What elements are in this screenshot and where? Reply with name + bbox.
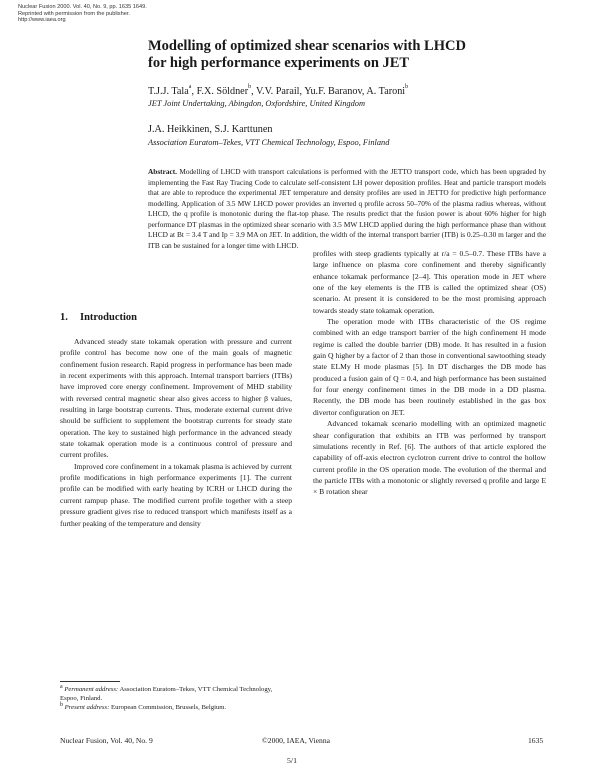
intro-paragraph-2: Improved core confinement in a tokamak plasma is achieved by current profile modifications in high performance experiments [1]. The current profile can be modified with early heating by ICRH or LHCD during the current rampup phase. The modified current profile together with a steep pressure gradient gives rise to reduced transport which manifests itself as a further peaking of the temperature and density — [60, 461, 292, 528]
abstract-label: Abstract. — [148, 167, 177, 176]
footer-journal: Nuclear Fusion, Vol. 40, No. 9 — [60, 736, 153, 745]
reprint-header — [18, 4, 147, 24]
affiliation-mark-b: b — [248, 84, 252, 90]
authors-rest: , V.V. Parail, Yu.F. Baranov, A. Taroni — [251, 86, 406, 97]
footnotes — [60, 685, 292, 712]
footnote-b-mark: b — [60, 702, 63, 708]
right-column — [313, 248, 546, 498]
intro-paragraph-4: The operation mode with ITBs characteristic of the OS regime combined with an edge transport barrier of the high confinement H mode regime is called the double barrier (DB) mode. It has resulted in a fusion gain Q higher by a factor of 2 than those in conventional sawtoothing steady state ELMy H mode plasmas [5]. In DT discharges the DB mode has produced a fusion gain of Q = 0.4, and high performance has been sustained for four energy confinement times in the DB mode in a DD plasma. Recently, the DB mode has been routinely established in the gas box divertor configuration on JET. — [313, 317, 546, 417]
intro-paragraph-5: Advanced tokamak scenario modelling with an optimized magnetic shear configuration that exhibits an ITB was performed by transport simulations recently in Ref. [6]. The authors of that article explored the capability of off-axis electron cyclotron current drive to control the hollow current profile in the OS operation mode. The evolution of the thermal and the particle ITBs with a monotonic or slightly reversed q profile and large E × B rotation shear — [313, 419, 546, 497]
affiliation-mark-a: a — [188, 84, 192, 90]
footnote-b-label: Present address: — [64, 704, 110, 711]
reprint-citation: Nuclear Fusion 2000. Vol. 40, No. 9, pp. 1635 1649. — [18, 4, 147, 10]
intro-paragraph-1: Advanced steady state tokamak operation with pressure and current profile control has become now one of the main goals of magnetic confinement fusion research. Rapid progress in performance has been made in recent experiments with this approach. Internal transport barriers (ITBs) have improved core energy confinement. Improvement of MHD stability with reversed central magnetic shear also gives access to higher β values, resulting in large bootstrap currents. Thus, moderate external current drive should be sufficient to supplement the bootstrap currents for steady state operation. The key to sustained high performance in the advanced steady state tokamak operation mode is a continuous control of pressure and current profiles. — [60, 337, 292, 460]
title-line-2: for high performance experiments on JET — [148, 55, 410, 71]
author-list-2: J.A. Heikkinen, S.J. Karttunen — [148, 124, 273, 135]
paper-title — [148, 38, 548, 72]
affiliation-1: JET Joint Undertaking, Abingdon, Oxfordshire, United Kingdom — [148, 99, 366, 108]
footnote-b — [60, 703, 292, 712]
intro-paragraph-3: profiles with steep gradients typically at r/a = 0.5–0.7. These ITBs have a large influence on plasma core confinement and thereby significantly enhance tokamak performance [2–4]. This operation mode in JET where one of the key elements is the ITB is called the optimized shear (OS) scenario. At present it is considered to be the most promising approach towards steady state tokamak operation. — [313, 249, 546, 315]
author-list-1 — [148, 86, 408, 97]
affiliation-mark-b-2: b — [405, 84, 409, 90]
footer-page-number: 1635 — [528, 736, 544, 745]
footnote-b-text: European Commission, Brussels, Belgium. — [109, 704, 227, 711]
publisher-url[interactable]: http://www.iaea.org — [18, 17, 66, 24]
author-tala: T.J.J. Tala — [148, 86, 189, 97]
affiliation-2: Association Euratom–Tekes, VTT Chemical Technology, Espoo, Finland — [148, 138, 390, 147]
section-number: 1. — [60, 312, 68, 323]
abstract — [148, 167, 546, 251]
author-soldner: , F.X. Söldner — [191, 86, 249, 97]
footnote-rule — [60, 681, 120, 682]
footnote-a-text: Association Euratom–Tekes, VTT Chemical Technology, Espoo, Finland. — [60, 686, 273, 702]
footer-copyright: ©2000, IAEA, Vienna — [262, 736, 331, 745]
page-label: 5/1 — [287, 756, 297, 765]
section-title: Introduction — [80, 312, 137, 323]
abstract-text: Modelling of LHCD with transport calculations is performed with the JETTO transport code, which has been upgraded by implementing the Fast Ray Tracing Code to calculate self-consistent LH power deposition profiles. Heat and particle transport models that are able to reproduce the experimental JET temperature and density profiles are used in JETTO for predictive high performance modelling. Application of 3.5 MW LHCD power provides an inverted q profile across 50–70% of the plasma radius whereas, without LHCD, the q profile is monotonic during the flat-top phase. The results predict that the fusion power is about 60% higher for high performance DT plasmas in the optimized shear scenario with 3.5 MW LHCD applied during the high performance phase than without LHCD at Bt = 3.4 T and Ip = 3.9 MA on JET. In addition, the width of the internal transport barrier (ITB) is 0.25–0.30 m larger and the ITB can be sustained for a longer time with LHCD. — [148, 167, 546, 250]
reprint-permission: Reprinted with permission from the publisher. — [18, 10, 130, 17]
footnote-a — [60, 685, 292, 703]
title-line-1: Modelling of optimized shear scenarios with LHCD — [148, 38, 466, 54]
left-column — [60, 336, 292, 529]
section-heading — [60, 312, 137, 323]
footnote-a-label: Permanent address: — [64, 686, 119, 693]
footnote-a-mark: a — [60, 684, 63, 690]
